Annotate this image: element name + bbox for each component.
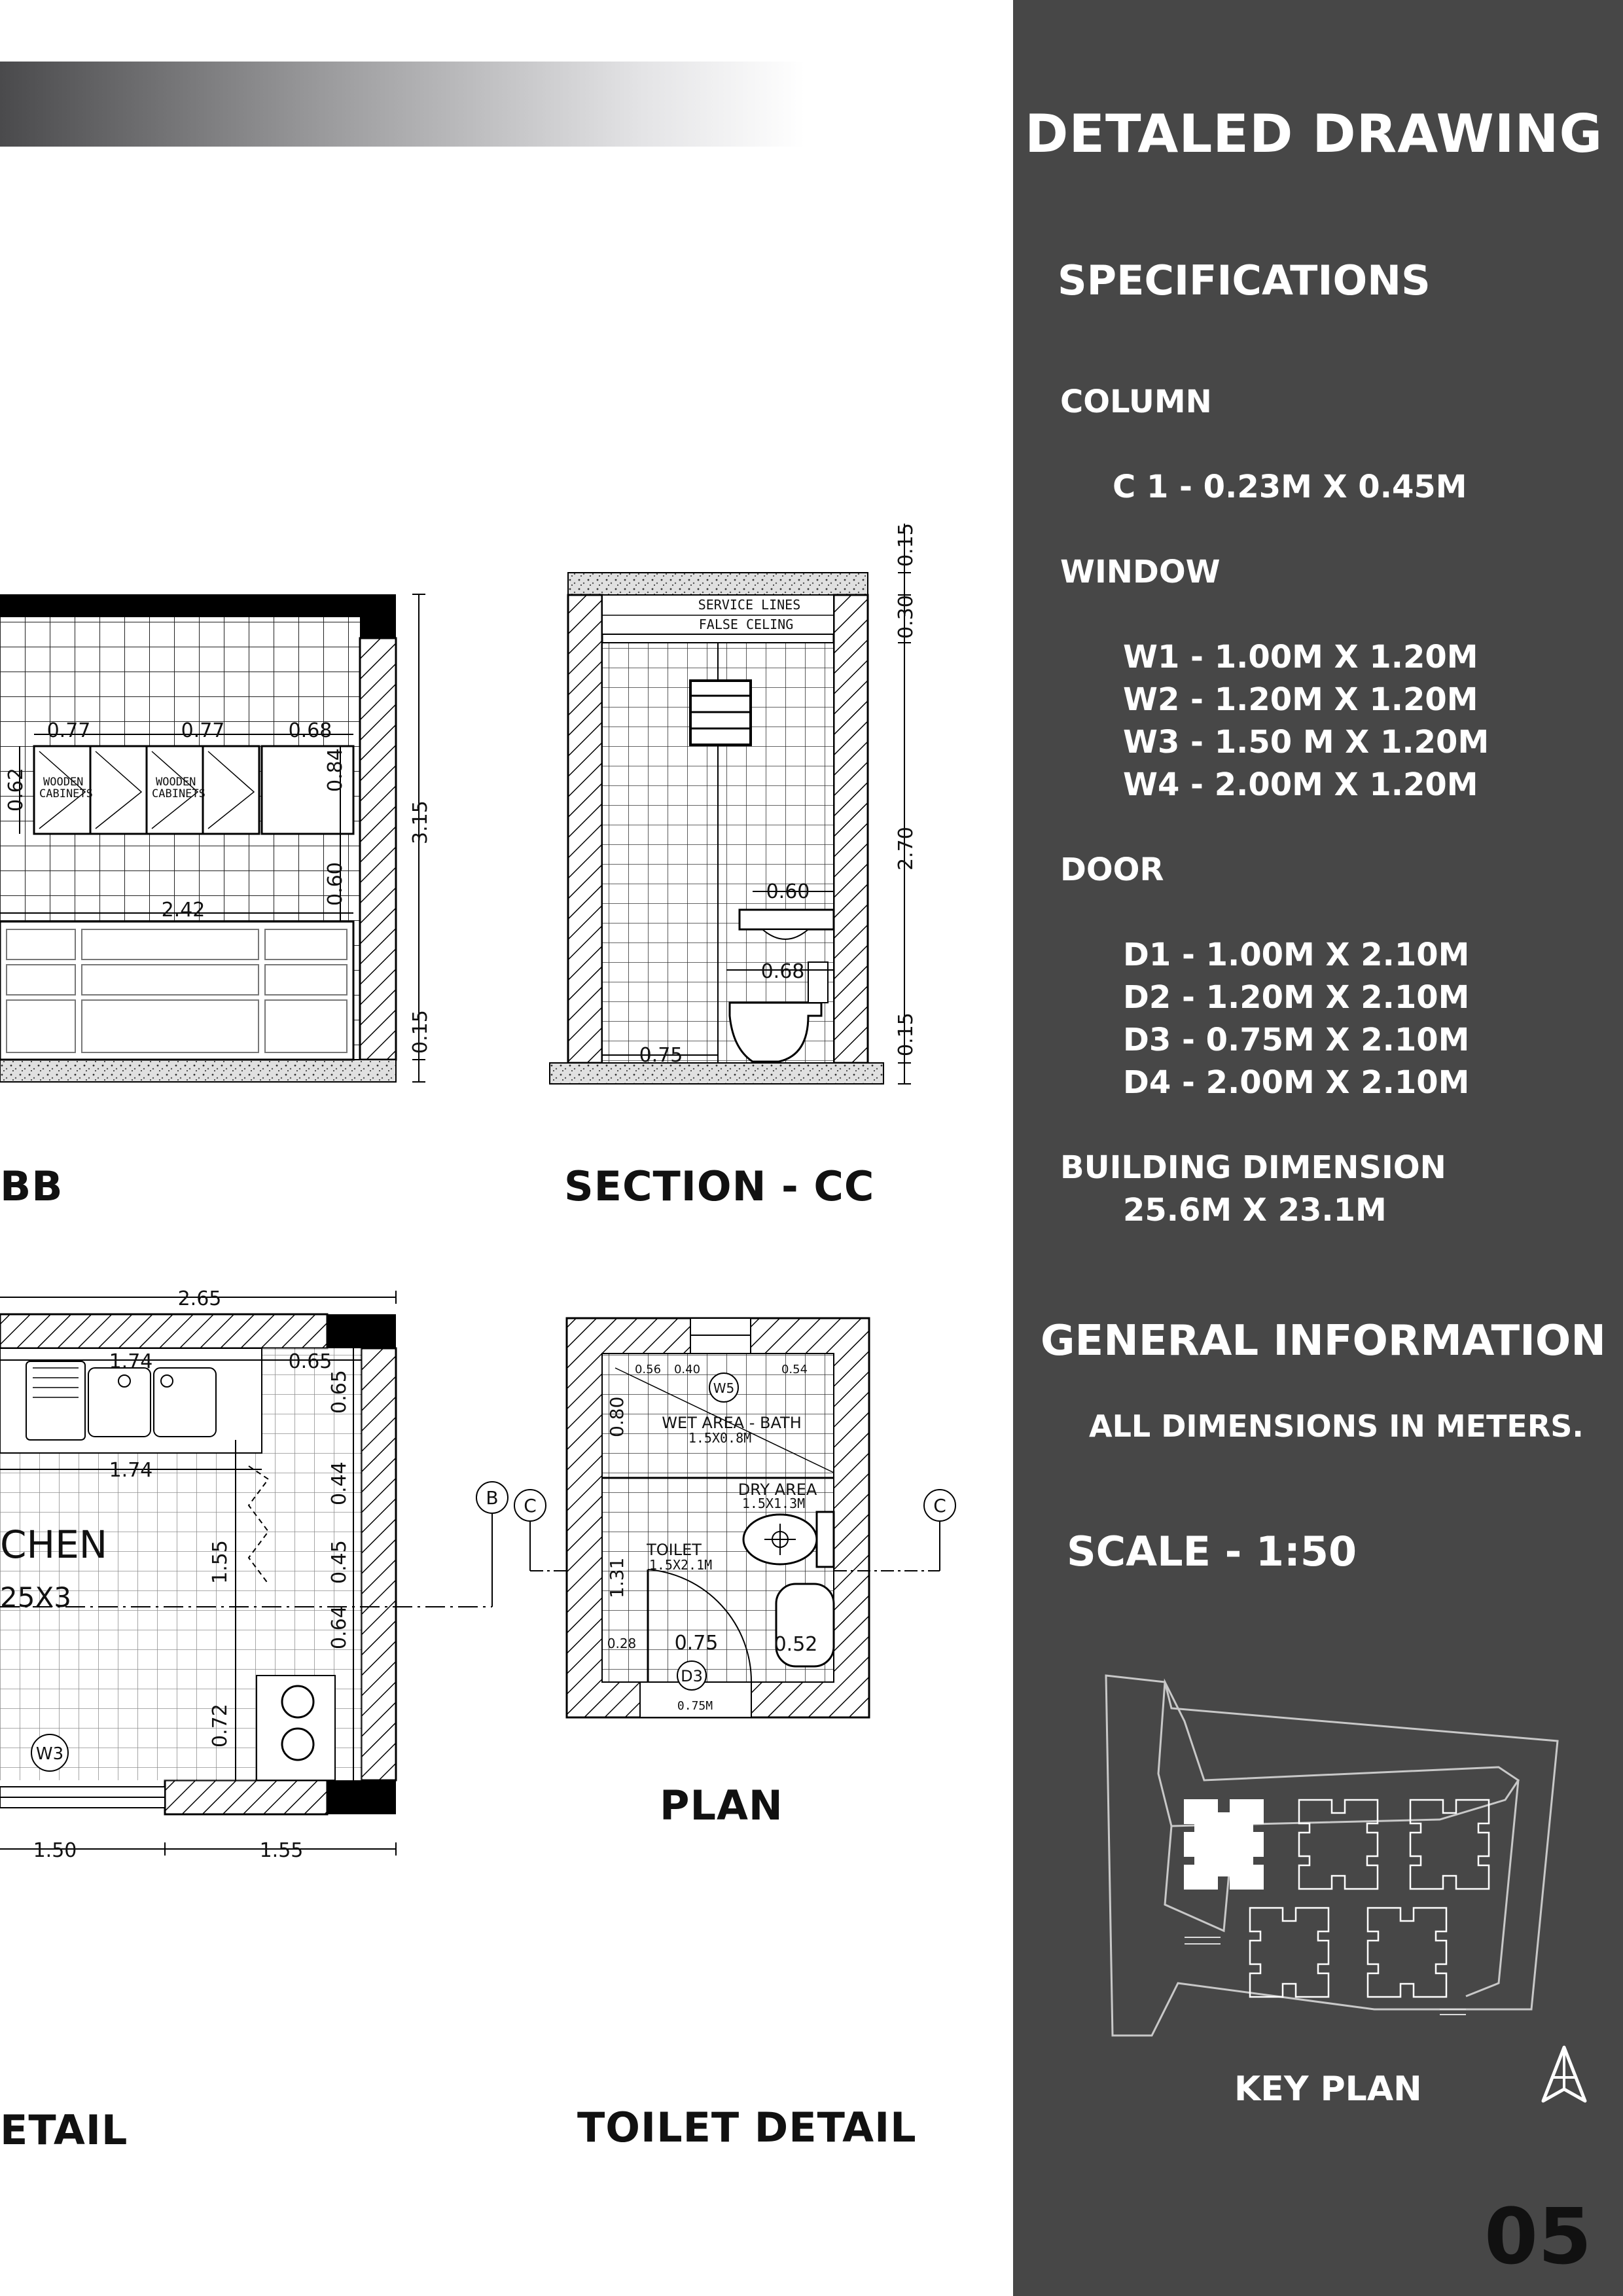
caption-section-cc: SECTION - CC xyxy=(564,1162,875,1210)
toilet-plan xyxy=(567,1318,955,1717)
building-dimension-label: BUILDING DIMENSION xyxy=(1060,1149,1446,1186)
svg-text:0.15: 0.15 xyxy=(895,523,918,567)
caption-section-bb: BB xyxy=(0,1162,63,1210)
door-item: D4 - 2.00M X 2.10M xyxy=(1123,1064,1470,1101)
svg-text:TOILET: TOILET xyxy=(647,1541,702,1559)
door-item: D1 - 1.00M X 2.10M xyxy=(1123,937,1470,973)
svg-text:CABINETS: CABINETS xyxy=(152,787,205,800)
key-plan-label: KEY PLAN xyxy=(1234,2070,1422,2109)
toilet-section-cc xyxy=(550,523,918,1084)
svg-text:WET AREA - BATH: WET AREA - BATH xyxy=(662,1414,802,1432)
svg-text:0.65: 0.65 xyxy=(288,1350,332,1373)
svg-text:0.30: 0.30 xyxy=(895,595,918,639)
page-number: 05 xyxy=(1484,2191,1592,2282)
key-plan-map xyxy=(1099,1669,1571,2049)
kitchen-plan xyxy=(0,1287,567,1862)
svg-text:2.70: 2.70 xyxy=(895,827,918,870)
svg-text:25X3: 25X3 xyxy=(0,1581,71,1613)
svg-text:0.60: 0.60 xyxy=(324,862,347,906)
svg-text:3.15: 3.15 xyxy=(409,800,432,844)
svg-text:0.60: 0.60 xyxy=(766,880,810,903)
svg-text:1.5X1.3M: 1.5X1.3M xyxy=(741,1496,806,1511)
svg-text:W5: W5 xyxy=(713,1380,735,1396)
svg-text:0.80: 0.80 xyxy=(606,1396,628,1437)
svg-text:1.55: 1.55 xyxy=(209,1540,232,1584)
svg-text:D3: D3 xyxy=(681,1667,703,1685)
svg-text:0.68: 0.68 xyxy=(760,960,805,983)
svg-text:0.62: 0.62 xyxy=(5,768,27,812)
svg-text:0.52: 0.52 xyxy=(774,1633,818,1656)
general-information-heading: GENERAL INFORMATION xyxy=(1041,1317,1606,1365)
window-item: W4 - 2.00M X 1.20M xyxy=(1123,766,1478,803)
specifications-heading: SPECIFICATIONS xyxy=(1058,257,1431,304)
svg-text:FALSE CELING: FALSE CELING xyxy=(698,617,794,632)
svg-text:WOODEN: WOODEN xyxy=(43,776,84,789)
svg-text:0.77: 0.77 xyxy=(181,719,225,742)
svg-text:0.45: 0.45 xyxy=(328,1540,351,1584)
svg-text:1.31: 1.31 xyxy=(606,1557,628,1598)
svg-text:0.75: 0.75 xyxy=(639,1044,683,1067)
svg-text:1.5X2.1M: 1.5X2.1M xyxy=(649,1557,713,1573)
svg-text:1.74: 1.74 xyxy=(109,1350,153,1373)
column-item: C 1 - 0.23M X 0.45M xyxy=(1113,469,1467,505)
svg-text:0.15: 0.15 xyxy=(895,1013,918,1056)
svg-text:C: C xyxy=(933,1495,946,1516)
scale-label: SCALE - 1:50 xyxy=(1067,1528,1357,1575)
svg-text:0.40: 0.40 xyxy=(673,1363,701,1376)
svg-text:0.75M: 0.75M xyxy=(677,1699,713,1713)
svg-text:0.84: 0.84 xyxy=(324,748,347,792)
window-item: W3 - 1.50 M X 1.20M xyxy=(1123,724,1489,761)
svg-text:0.15: 0.15 xyxy=(409,1010,432,1054)
door-item: D2 - 1.20M X 2.10M xyxy=(1123,979,1470,1016)
svg-text:W3: W3 xyxy=(35,1744,64,1764)
svg-text:1.50: 1.50 xyxy=(33,1839,77,1862)
caption-plan: PLAN xyxy=(660,1782,783,1829)
svg-text:DRY AREA: DRY AREA xyxy=(738,1480,817,1499)
north-arrow-icon xyxy=(1538,2043,1590,2109)
dimensions-note: ALL DIMENSIONS IN METERS. xyxy=(1089,1408,1584,1444)
door-label: DOOR xyxy=(1060,852,1164,888)
caption-kitchen-detail: ETAIL xyxy=(0,2106,128,2154)
svg-text:0.75: 0.75 xyxy=(674,1632,719,1655)
svg-text:0.64: 0.64 xyxy=(328,1605,351,1649)
caption-toilet-detail: TOILET DETAIL xyxy=(577,2104,917,2151)
column-label: COLUMN xyxy=(1060,384,1212,420)
svg-text:1.5X0.8M: 1.5X0.8M xyxy=(688,1430,752,1446)
window-item: W2 - 1.20M X 1.20M xyxy=(1123,681,1478,718)
building-dimension-value: 25.6M X 23.1M xyxy=(1123,1192,1387,1229)
svg-text:1.74: 1.74 xyxy=(109,1459,153,1482)
current-block-highlight xyxy=(1185,1800,1263,1889)
svg-text:B: B xyxy=(486,1487,499,1509)
svg-text:0.56: 0.56 xyxy=(634,1363,662,1376)
window-item: W1 - 1.00M X 1.20M xyxy=(1123,639,1478,675)
svg-text:CABINETS: CABINETS xyxy=(39,787,93,800)
svg-text:C: C xyxy=(524,1495,537,1516)
svg-text:SERVICE LINES: SERVICE LINES xyxy=(698,597,801,613)
svg-text:2.42: 2.42 xyxy=(161,899,205,922)
svg-text:0.44: 0.44 xyxy=(328,1462,351,1505)
svg-text:1.55: 1.55 xyxy=(259,1839,304,1862)
svg-text:0.54: 0.54 xyxy=(781,1363,808,1376)
svg-text:2.65: 2.65 xyxy=(177,1287,222,1310)
svg-text:0.77: 0.77 xyxy=(46,719,91,742)
door-item: D3 - 0.75M X 2.10M xyxy=(1123,1022,1470,1058)
kitchen-section-bb xyxy=(0,594,432,1082)
svg-text:0.28: 0.28 xyxy=(607,1636,637,1651)
svg-text:CHEN: CHEN xyxy=(0,1522,108,1567)
svg-text:WOODEN: WOODEN xyxy=(156,776,196,789)
page-title: DETALED DRAWING xyxy=(1025,103,1603,164)
svg-text:0.65: 0.65 xyxy=(328,1370,351,1414)
window-label: WINDOW xyxy=(1060,554,1221,590)
svg-text:0.68: 0.68 xyxy=(288,719,332,742)
svg-text:0.72: 0.72 xyxy=(209,1704,232,1748)
